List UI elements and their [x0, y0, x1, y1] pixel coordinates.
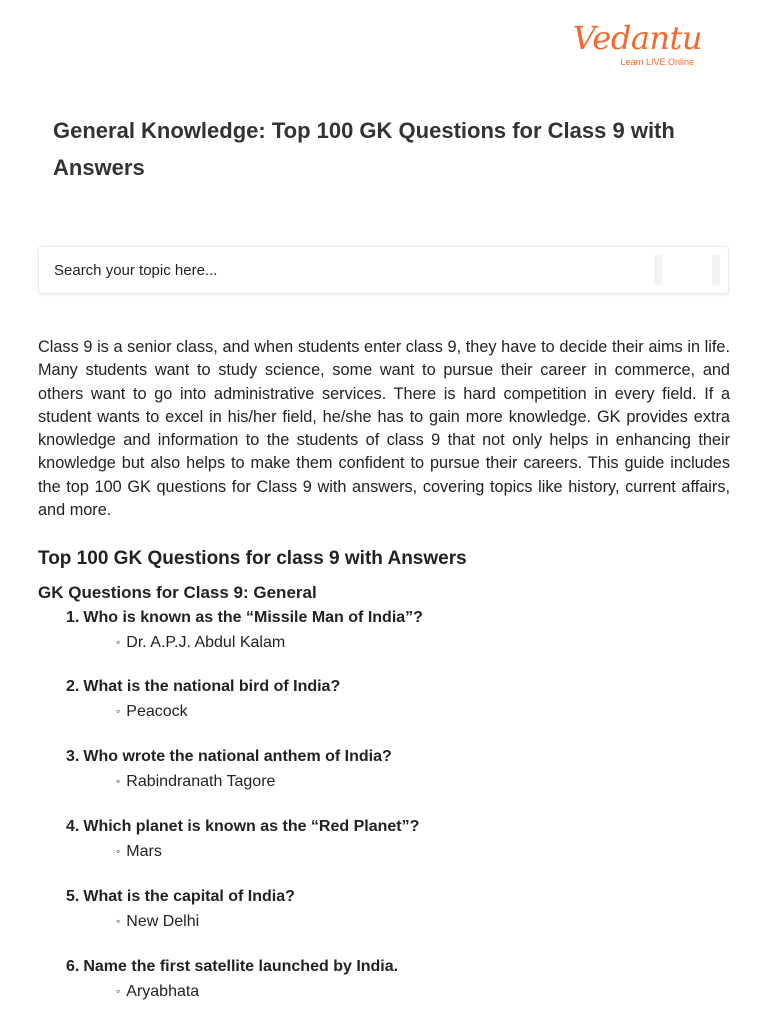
- bullet-icon: ◦: [116, 844, 121, 858]
- vedantu-logo[interactable]: [573, 20, 702, 67]
- search-button-edge-left: [654, 255, 662, 285]
- list-item: [0, 816, 768, 876]
- logo-wordmark: Vedantu: [572, 19, 702, 57]
- question-label: What is the capital of India?: [83, 888, 295, 905]
- search-button-edge-right: [712, 255, 720, 285]
- question-label: Name the first satellite launched by India.: [83, 958, 399, 975]
- answer-label: Peacock: [126, 703, 188, 720]
- question-number: 3.: [66, 748, 80, 765]
- section-heading: Top 100 GK Questions for class 9 with Answers: [38, 548, 467, 569]
- question-number: 6.: [66, 958, 80, 975]
- question-text: [66, 816, 419, 838]
- list-item: [0, 956, 768, 1016]
- logo-tagline: Learn LIVE Online: [620, 57, 694, 67]
- bullet-icon: ◦: [116, 704, 121, 718]
- search-bar: [38, 246, 729, 294]
- question-text: [66, 676, 340, 698]
- section-subheading: GK Questions for Class 9: General: [38, 583, 317, 602]
- search-button[interactable]: [654, 255, 720, 285]
- intro-paragraph: Class 9 is a senior class, and when students enter class 9, they have to decide their aims in life. Many students want to study science, some want to pursue their career in commerce, and others want to go into administrative services. There is hard competition in every field. If a student wants to excel in his/her field, he/she has to gain more knowledge. GK provides extra knowledge and information to the students of class 9 that not only helps in enhancing their knowledge but also helps to make them confident to pursue their careers. This guide includes the top 100 GK questions for Class 9 with answers, covering topics like history, current affairs, and more.: [38, 338, 730, 520]
- bullet-icon: ◦: [116, 984, 121, 998]
- list-item: [0, 746, 768, 806]
- question-label: Who is known as the “Missile Man of India”?: [83, 609, 423, 626]
- answer-text: [116, 910, 199, 933]
- list-item: [0, 607, 768, 667]
- bullet-icon: ◦: [116, 635, 121, 649]
- page-title: General Knowledge: Top 100 GK Questions for Class 9 with Answers: [53, 118, 675, 180]
- question-text: [66, 956, 398, 978]
- answer-label: Mars: [126, 843, 162, 860]
- list-item: [0, 886, 768, 946]
- question-label: Which planet is known as the “Red Planet”?: [83, 818, 420, 835]
- search-input[interactable]: [39, 247, 639, 293]
- question-text: [66, 746, 392, 768]
- list-item: [0, 676, 768, 736]
- question-number: 5.: [66, 888, 80, 905]
- question-text: [66, 886, 295, 908]
- answer-text: [116, 770, 275, 793]
- question-number: 2.: [66, 678, 80, 695]
- answer-text: [116, 700, 188, 723]
- question-number: 4.: [66, 818, 80, 835]
- answer-label: Dr. A.P.J. Abdul Kalam: [126, 634, 286, 651]
- answer-label: Aryabhata: [126, 983, 200, 1000]
- answer-text: [116, 840, 162, 863]
- question-label: Who wrote the national anthem of India?: [83, 748, 392, 765]
- question-text: [66, 607, 423, 629]
- answer-label: Rabindranath Tagore: [126, 773, 276, 790]
- bullet-icon: ◦: [116, 914, 121, 928]
- question-number: 1.: [66, 609, 80, 626]
- question-label: What is the national bird of India?: [83, 678, 341, 695]
- answer-label: New Delhi: [126, 913, 200, 930]
- answer-text: [116, 980, 199, 1003]
- answer-text: [116, 631, 285, 654]
- bullet-icon: ◦: [116, 774, 121, 788]
